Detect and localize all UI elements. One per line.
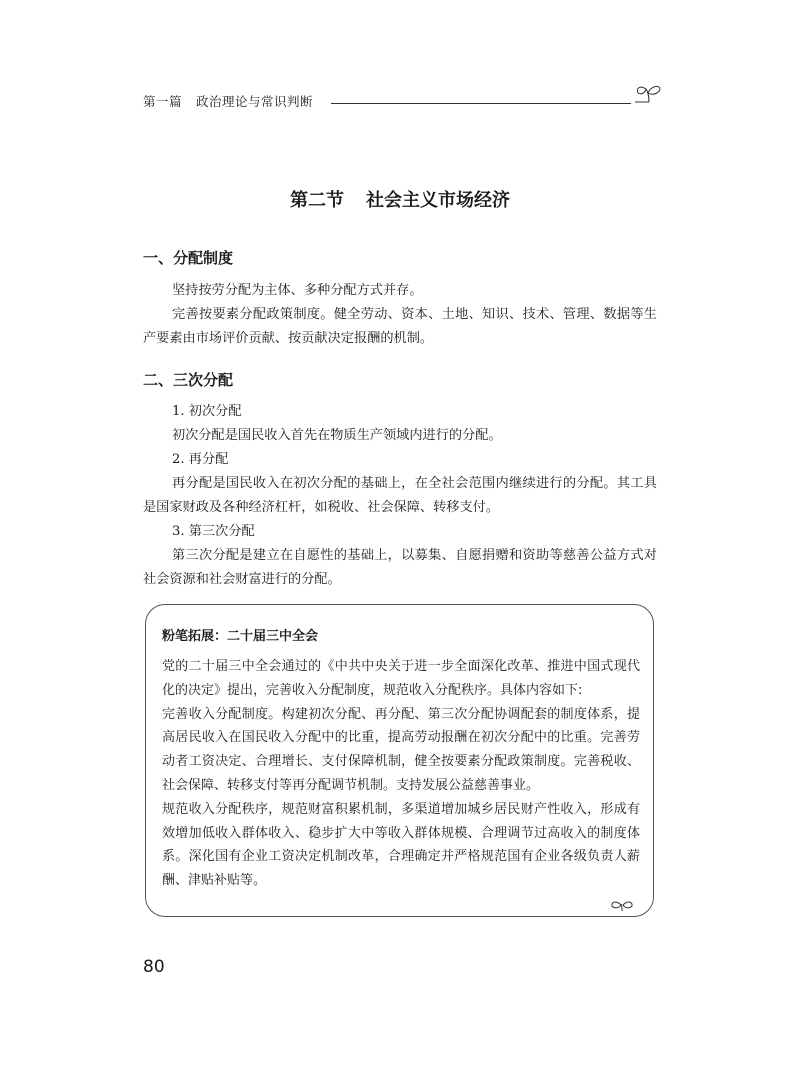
page-number: 80 <box>143 957 165 977</box>
section-title <box>0 186 800 212</box>
heading-three-distributions: 二、三次分配 <box>143 371 234 389</box>
paragraph: 坚持按劳分配为主体、多种分配方式并存。 <box>172 283 423 298</box>
paragraph: 第三次分配是建立在自愿性的基础上，以募集、自愿捐赠和资助等慈善公益方式对社会资源和社会财富进行的分配。 <box>143 548 657 587</box>
paragraph: 初次分配是国民收入首先在物质生产领域内进行的分配。 <box>172 428 502 443</box>
header-part: 第一篇 <box>143 94 183 109</box>
paragraph: 再分配是国民收入在初次分配的基础上，在全社会范围内继续进行的分配。其工具是国家财政及各种经济杠杆，如税收、社会保障、转移支付。 <box>143 476 657 515</box>
extension-box-body <box>162 655 640 893</box>
extension-paragraph: 党的二十届三中全会通过的《中共中央关于进一步全面深化改革、推进中国式现代化的决定》提出，完善收入分配制度，规范收入分配秩序。具体内容如下: <box>162 659 640 698</box>
header-chapter: 政治理论与常识判断 <box>196 94 314 109</box>
heading-distribution-system: 一、分配制度 <box>143 249 234 267</box>
running-header <box>143 94 663 116</box>
extension-paragraph: 完善收入分配制度。构建初次分配、再分配、第三次分配协调配套的制度体系，提高居民收入在国民收入分配中的比重，提高劳动报酬在初次分配中的比重。完善劳动者工资决定、合理增长、支付保障机制，健全按要素分配政策制度。完善税收、社会保障、转移支付等再分配调节机制。支持发展公益慈善事业。 <box>162 706 640 793</box>
extension-box <box>145 604 654 917</box>
section-number: 第二节 <box>290 190 344 211</box>
item-label: 1. 初次分配 <box>172 404 242 419</box>
header-rule <box>331 103 631 104</box>
section-name: 社会主义市场经济 <box>366 190 510 211</box>
header-text <box>143 94 313 110</box>
paragraph: 完善按要素分配政策制度。健全劳动、资本、土地、知识、技术、管理、数据等生产要素由市场评价贡献、按贡献决定报酬的机制。 <box>143 307 657 346</box>
item-label: 3. 第三次分配 <box>172 524 255 539</box>
item-label: 2. 再分配 <box>172 452 229 467</box>
extension-paragraph: 规范收入分配秩序，规范财富积累机制，多渠道增加城乡居民财产性收入，形成有效增加低收入群体收入、稳步扩大中等收入群体规模、合理调节过高收入的制度体系。深化国有企业工资决定机制改革，合理确定并严格规范国有企业各级负责人薪酬、津贴补贴等。 <box>162 801 640 889</box>
sprout-icon <box>609 898 635 912</box>
sprout-icon <box>633 82 663 106</box>
extension-box-title: 粉笔拓展：二十届三中全会 <box>162 629 319 644</box>
